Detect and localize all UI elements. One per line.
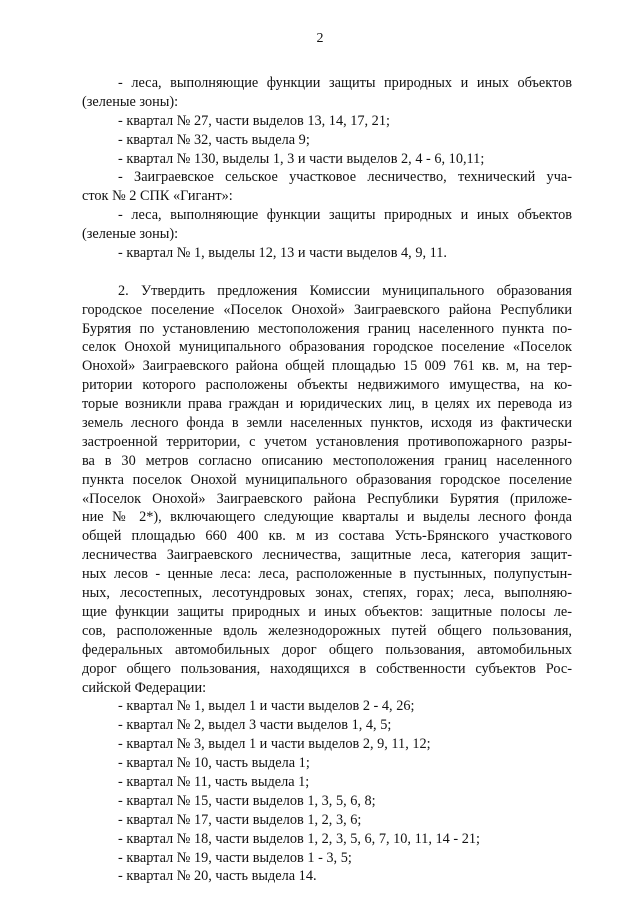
text-line: «Поселок Онохой» Заиграевского района Республики Бурятия (приложе- <box>82 490 572 507</box>
text-line: ных, лесостепных, лесотундровых зонах, степях, горах; леса, выполняю- <box>82 585 572 602</box>
list-item: - квартал № 1, выделы 12, 13 и части выделов 4, 9, 11. <box>118 245 447 262</box>
list-item: - квартал № 17, части выделов 1, 2, 3, 6; <box>118 811 362 828</box>
text-line: ных лесов - ценные леса: леса, расположенные в пустынных, полупустын- <box>82 566 572 583</box>
text-line: - леса, выполняющие функции защиты природных и иных объектов <box>118 75 572 91</box>
list-item: - квартал № 11, часть выдела 1; <box>118 773 310 790</box>
text-line: пункта поселок Онохой муниципального образования городское поселение <box>82 471 572 488</box>
text-line: городское поселение «Поселок Онохой» Заиграевского района Республики <box>82 301 572 318</box>
text-line: 2. Утвердить предложения Комиссии муниципального образования <box>118 282 572 299</box>
text-line: федеральных автомобильных дорог общего пользования, автомобильных <box>82 641 572 658</box>
text-line: Бурятия по установлению местоположения границ населенного пункта по- <box>82 320 572 337</box>
list-item: - квартал № 130, выделы 1, 3 и части выделов 2, 4 - 6, 10,11; <box>118 150 485 167</box>
forest-list-block <box>82 74 572 263</box>
list-item: - квартал № 18, части выделов 1, 2, 3, 5, 6, 7, 10, 11, 14 - 21; <box>118 830 480 847</box>
list-item: - квартал № 20, часть выдела 14. <box>118 868 317 885</box>
list-item: - квартал № 2, выдел 3 части выделов 1, 4, 5; <box>118 717 392 734</box>
list-item: - квартал № 15, части выделов 1, 3, 5, 6, 8; <box>118 792 376 809</box>
text-line: сов, расположенные вдоль железнодорожных путей общего пользования, <box>82 622 572 639</box>
text-line: - Заиграевское сельское участковое лесничество, технический уча- <box>118 169 572 186</box>
text-line: лесничества Заиграевского лесничества, защитные леса, категория защит- <box>82 547 572 564</box>
list-item: - квартал № 3, выдел 1 и части выделов 2, 9, 11, 12; <box>118 736 431 753</box>
text-line: сийской Федерации: <box>82 679 207 696</box>
text-line: ритории которого расположены объекты недвижимого имущества, на ко- <box>82 377 572 394</box>
list-item: - квартал № 27, части выделов 13, 14, 17, 21; <box>118 112 390 129</box>
text-line: щие функции защиты природных и иных объектов: защитные полосы ле- <box>82 603 572 620</box>
text-line: ва в 30 метров согласно описанию местоположения границ населенного <box>82 452 572 469</box>
text-line: (зеленые зоны): <box>82 226 179 243</box>
list-item: - квартал № 10, часть выдела 1; <box>118 755 310 772</box>
text-line: общей площадью 660 400 кв. м из состава Усть-Брянского участкового <box>82 528 572 545</box>
text-line: - леса, выполняющие функции защиты природных и иных объектов <box>118 207 572 224</box>
paragraph-gap <box>82 263 572 282</box>
text-line: застроенной территории, с учетом установления противопожарного разры- <box>82 433 572 450</box>
list-item: - квартал № 1, выдел 1 и части выделов 2 - 4, 26; <box>118 698 415 715</box>
text-line: сток № 2 СПК «Гигант»: <box>82 188 233 205</box>
paragraph-2 <box>82 282 572 698</box>
text-line: селок Онохой муниципального образования городское поселение «Поселок <box>82 339 572 356</box>
document-body <box>82 74 572 886</box>
list-item: - квартал № 32, часть выдела 9; <box>118 131 310 148</box>
text-line: дорог общего пользования, находящихся в собственности субъектов Рос- <box>82 660 572 677</box>
text-line: (зеленые зоны): <box>82 93 179 110</box>
text-line: торые возникли права граждан и юридических лиц, в целях их перевода из <box>82 396 572 413</box>
text-line: Онохой» Заиграевского района общей площадью 15 009 761 кв. м, на тер- <box>82 358 572 375</box>
text-line: земель лесного фонда в земли населенных пунктов, исходя из фактически <box>82 415 572 432</box>
list-item: - квартал № 19, части выделов 1 - 3, 5; <box>118 849 352 866</box>
page-number: 2 <box>316 31 324 46</box>
quarters-list <box>82 697 572 886</box>
text-line: ние № 2*), включающего следующие кварталы и выделы лесного фонда <box>82 509 572 526</box>
